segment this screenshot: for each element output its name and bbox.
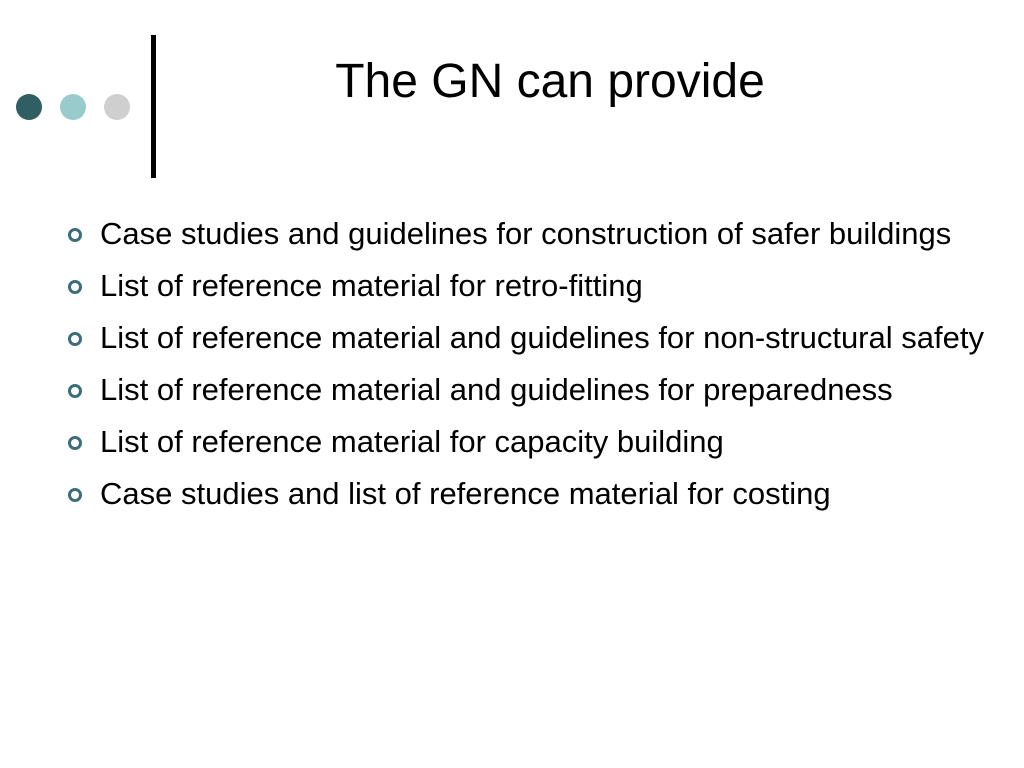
bullet-list <box>64 212 994 524</box>
bullet-text: Case studies and guidelines for construction of safer buildings <box>100 216 952 251</box>
bullet-item <box>64 316 994 360</box>
ring-bullet-icon <box>68 384 82 398</box>
ring-bullet-icon <box>68 488 82 502</box>
dot-light-teal <box>60 94 86 120</box>
bullet-text: Case studies and list of reference material for costing <box>100 476 831 511</box>
bullet-text: List of reference material and guidelines for non-structural safety <box>100 320 984 355</box>
bullet-text: List of reference material for retro-fitting <box>100 268 643 303</box>
ring-bullet-icon <box>68 280 82 294</box>
vertical-divider <box>151 35 156 178</box>
ring-bullet-icon <box>68 436 82 450</box>
slide-title: The GN can provide <box>335 55 765 108</box>
dot-dark-teal <box>16 94 42 120</box>
bullet-item <box>64 264 994 308</box>
bullet-item <box>64 420 994 464</box>
ring-bullet-icon <box>68 332 82 346</box>
bullet-text: List of reference material and guidelines for preparedness <box>100 372 893 407</box>
bullet-text: List of reference material for capacity building <box>100 424 724 459</box>
ring-bullet-icon <box>68 228 82 242</box>
dot-gray <box>104 94 130 120</box>
decorative-dots <box>16 94 136 120</box>
bullet-item <box>64 212 994 256</box>
bullet-item <box>64 472 994 516</box>
bullet-item <box>64 368 994 412</box>
